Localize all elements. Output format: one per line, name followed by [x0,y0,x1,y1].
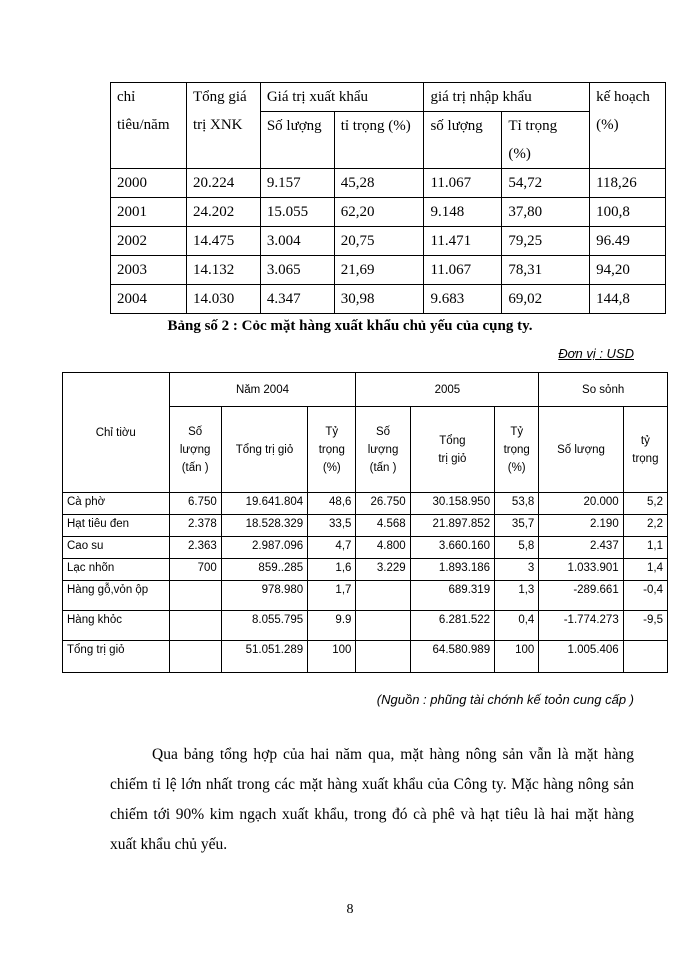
table1-cell: 3.004 [260,227,334,256]
table1-cell: 45,28 [334,169,424,198]
table2-row-label: Hàng khỏc [63,611,170,641]
source-note: (Nguồn : phũng tài chớnh kế toỏn cung cấp ) [376,692,634,707]
table1-cell: 11.471 [424,227,502,256]
table1-cell: 9.683 [424,285,502,314]
table2-row-label: Cà phờ [63,493,170,515]
t2-header-total-2005: Tổng trị giỏ [410,407,494,493]
table2-cell: 1,1 [623,537,667,559]
table1-cell: 2003 [111,256,187,285]
table1-cell: 4.347 [260,285,334,314]
table2-cell: 2.437 [539,537,623,559]
table2-cell: 6.750 [169,493,221,515]
table2-cell: 2.363 [169,537,221,559]
table2-cell: 18.528.329 [221,515,307,537]
t1-header-export: Giá trị xuất khẩu [260,83,424,112]
table2-cell: 64.580.989 [410,641,494,673]
table1-row [111,256,666,285]
t1-header-export-share: tỉ trọng (%) [334,112,424,169]
table2-row [63,641,668,673]
table2-cell: -289.661 [539,581,623,611]
table1-header-row-1 [111,83,666,112]
table1-cell: 94,20 [590,256,666,285]
t1-header-import-share: Tỉ trọng (%) [502,112,590,169]
currency-unit: Đơn vị : USD [558,346,634,361]
t2-header-total-2004: Tổng trị giỏ [221,407,307,493]
table2-cell [169,581,221,611]
table2-cell: 700 [169,559,221,581]
table1-cell: 79,25 [502,227,590,256]
table1-row [111,169,666,198]
table2-row [63,611,668,641]
analysis-paragraph: Qua bảng tổng hợp của hai năm qua, mặt hàng nông sản vẫn là mặt hàng chiếm tỉ lệ lớn nhất trong các mặt hàng xuất khẩu của Công ty. Mặc hàng nông sản chiếm tới 90% kim ngạch xuất khẩu, trong đó cà phê và hạt tiêu là hai mặt hàng xuất khẩu chủ yếu. [110,746,634,853]
import-export-table [110,82,666,314]
table2-row [63,559,668,581]
page-number: 8 [346,902,354,917]
table2-cell: 1,3 [495,581,539,611]
table1-cell: 2004 [111,285,187,314]
t2-header-share-2004: Tỷ trọng (%) [308,407,356,493]
table2-cell: 9.9 [308,611,356,641]
table1-row [111,198,666,227]
table1-cell: 20.224 [186,169,260,198]
t1-header-total: Tổng giá trị XNK [186,83,260,169]
table2-cell: 2,2 [623,515,667,537]
table2-row [63,493,668,515]
t2-header-compare-share: tỷ trọng [623,407,667,493]
table1-cell: 14.132 [186,256,260,285]
table1-row [111,227,666,256]
table1-cell: 2002 [111,227,187,256]
table1-cell: 11.067 [424,256,502,285]
t1-header-import: giá trị nhập khẩu [424,83,590,112]
table2-cell: 53,8 [495,493,539,515]
table2-cell: -9,5 [623,611,667,641]
table2-row-label: Hàng gỗ,vỏn ộp [63,581,170,611]
table2-cell [356,641,410,673]
t2-header-compare: So sỏnh [539,373,668,407]
table2-header-row-1 [63,373,668,407]
table2-cell: 30.158.950 [410,493,494,515]
table1-cell: 9.157 [260,169,334,198]
table2-cell: 100 [495,641,539,673]
table1-cell: 3.065 [260,256,334,285]
table1-cell: 20,75 [334,227,424,256]
table2-row [63,515,668,537]
t2-header-2004: Năm 2004 [169,373,356,407]
t2-header-qty-2004: Số lượng (tấn ) [169,407,221,493]
t1-header-export-qty: Số lượng [260,112,334,169]
table2-cell: 1.005.406 [539,641,623,673]
table2-cell: 51.051.289 [221,641,307,673]
t2-header-qty-2005: Số lượng (tấn ) [356,407,410,493]
table1-cell: 2001 [111,198,187,227]
table2-title: Bảng số 2 : Cỏc mặt hàng xuất khẩu chủ yếu của cụng ty. [167,318,533,334]
table2-cell: 48,6 [308,493,356,515]
table2-cell [356,611,410,641]
table2-cell: 4,7 [308,537,356,559]
table1-cell: 14.475 [186,227,260,256]
table2-cell: 21.897.852 [410,515,494,537]
table2-cell: 3.660.160 [410,537,494,559]
t2-header-indicator: Chỉ tiờu [63,373,170,493]
table2-cell: 26.750 [356,493,410,515]
table2-cell: 1,6 [308,559,356,581]
table1-cell: 100,8 [590,198,666,227]
t1-header-plan: kế hoạch (%) [590,83,666,169]
table1-cell: 78,31 [502,256,590,285]
table2-cell: 3.229 [356,559,410,581]
table2-cell: 978.980 [221,581,307,611]
table2-cell: 2.987.096 [221,537,307,559]
table1-cell: 24.202 [186,198,260,227]
table2-cell: 100 [308,641,356,673]
table1-cell: 11.067 [424,169,502,198]
table2-cell: 3 [495,559,539,581]
table1-cell: 2000 [111,169,187,198]
t2-header-share-2005: Tỷ trọng (%) [495,407,539,493]
table2-row [63,537,668,559]
table1-cell: 118,26 [590,169,666,198]
table2-cell: 4.568 [356,515,410,537]
table2-cell: 20.000 [539,493,623,515]
table1-cell: 62,20 [334,198,424,227]
table2-cell: 859..285 [221,559,307,581]
table1-cell: 37,80 [502,198,590,227]
table2-cell: 6.281.522 [410,611,494,641]
table1-cell: 144,8 [590,285,666,314]
table2-cell [169,641,221,673]
table2-cell: 1,7 [308,581,356,611]
table2-cell [169,611,221,641]
table2-cell: 0,4 [495,611,539,641]
table2-cell: 5,8 [495,537,539,559]
table2-cell: 8.055.795 [221,611,307,641]
table2-row-label: Cao su [63,537,170,559]
table1-cell: 30,98 [334,285,424,314]
table2-cell: 33,5 [308,515,356,537]
t1-header-indicator: chỉ tiêu/năm [111,83,187,169]
table2-cell: -1.774.273 [539,611,623,641]
table2-cell [623,641,667,673]
table1-cell: 69,02 [502,285,590,314]
table1-cell: 9.148 [424,198,502,227]
table2-row [63,581,668,611]
export-goods-table [62,372,668,673]
t1-header-import-qty: số lượng [424,112,502,169]
table2-row-label: Hạt tiêu đen [63,515,170,537]
table1-cell: 14.030 [186,285,260,314]
table1-cell: 21,69 [334,256,424,285]
table2-cell: -0,4 [623,581,667,611]
table2-cell: 5,2 [623,493,667,515]
table2-cell: 1,4 [623,559,667,581]
table2-cell: 35,7 [495,515,539,537]
t2-header-compare-qty: Số lượng [539,407,623,493]
table1-cell: 54,72 [502,169,590,198]
table2-cell: 1.893.186 [410,559,494,581]
table1-row [111,285,666,314]
table2-cell: 4.800 [356,537,410,559]
table2-cell: 689.319 [410,581,494,611]
table1-cell: 96.49 [590,227,666,256]
t2-header-2005: 2005 [356,373,539,407]
table2-cell: 2.378 [169,515,221,537]
table2-cell: 19.641.804 [221,493,307,515]
table2-cell: 1.033.901 [539,559,623,581]
table2-row-label: Lạc nhõn [63,559,170,581]
table2-cell: 2.190 [539,515,623,537]
table2-cell [356,581,410,611]
table2-row-label: Tổng trị giỏ [63,641,170,673]
table1-cell: 15.055 [260,198,334,227]
